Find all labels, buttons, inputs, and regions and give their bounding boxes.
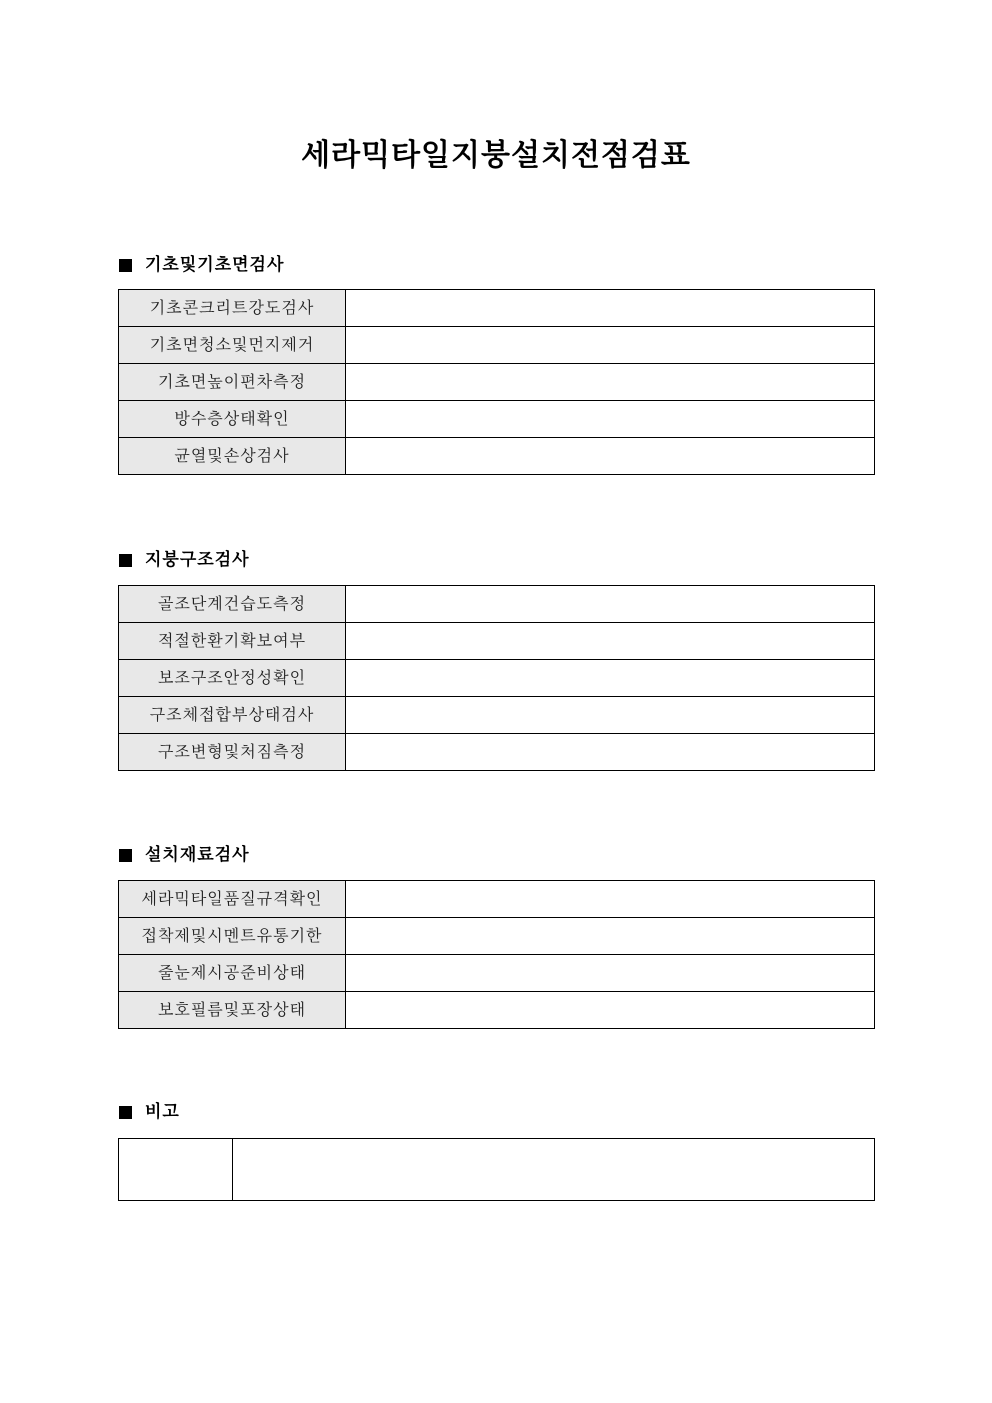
table-row: [119, 992, 875, 1029]
row-label: 보조구조안정성확인: [119, 660, 346, 697]
row-label: 구조변형및처짐측정: [119, 734, 346, 771]
section-heading-roof-structure: [119, 548, 250, 572]
row-label: 기초면청소및먼지제거: [119, 327, 346, 364]
row-value-input[interactable]: [346, 290, 875, 327]
remarks-label-cell: [119, 1139, 233, 1201]
square-bullet-icon: [119, 259, 132, 272]
table-row: [119, 1139, 875, 1201]
section-heading-label: 지붕구조검사: [145, 550, 250, 570]
materials-checklist-table: [118, 880, 875, 1029]
row-value-input[interactable]: [346, 955, 875, 992]
remarks-table: [118, 1138, 875, 1201]
row-label: 균열및손상검사: [119, 438, 346, 475]
row-value-input[interactable]: [346, 438, 875, 475]
square-bullet-icon: [119, 849, 132, 862]
row-label: 골조단계건습도측정: [119, 586, 346, 623]
section-heading-label: 비고: [145, 1102, 180, 1122]
row-value-input[interactable]: [346, 734, 875, 771]
row-value-input[interactable]: [346, 364, 875, 401]
row-label: 세라믹타일품질규격확인: [119, 881, 346, 918]
foundation-checklist-table: [118, 289, 875, 475]
section-heading-label: 설치재료검사: [145, 845, 250, 865]
section-heading-materials: [119, 843, 250, 867]
row-value-input[interactable]: [346, 992, 875, 1029]
table-row: [119, 438, 875, 475]
row-label: 적절한환기확보여부: [119, 623, 346, 660]
section-heading-remarks: [119, 1100, 180, 1124]
row-value-input[interactable]: [346, 623, 875, 660]
table-row: [119, 881, 875, 918]
page-title: 세라믹타일지붕설치전점검표: [301, 138, 691, 173]
row-label: 보호필름및포장상태: [119, 992, 346, 1029]
table-row: [119, 697, 875, 734]
row-value-input[interactable]: [346, 586, 875, 623]
square-bullet-icon: [119, 1106, 132, 1119]
row-value-input[interactable]: [346, 881, 875, 918]
roof-structure-checklist-table: [118, 585, 875, 771]
table-row: [119, 734, 875, 771]
row-value-input[interactable]: [346, 660, 875, 697]
table-row: [119, 290, 875, 327]
table-row: [119, 623, 875, 660]
table-row: [119, 364, 875, 401]
table-row: [119, 955, 875, 992]
table-row: [119, 327, 875, 364]
row-label: 접착제및시멘트유통기한: [119, 918, 346, 955]
row-label: 줄눈제시공준비상태: [119, 955, 346, 992]
row-value-input[interactable]: [346, 918, 875, 955]
section-heading-label: 기초및기초면검사: [145, 255, 285, 275]
row-value-input[interactable]: [346, 401, 875, 438]
table-row: [119, 918, 875, 955]
row-label: 방수층상태확인: [119, 401, 346, 438]
table-row: [119, 586, 875, 623]
remarks-value-input[interactable]: [233, 1139, 875, 1201]
table-row: [119, 401, 875, 438]
row-value-input[interactable]: [346, 327, 875, 364]
section-heading-foundation: [119, 253, 284, 277]
row-label: 구조체접합부상태검사: [119, 697, 346, 734]
row-value-input[interactable]: [346, 697, 875, 734]
square-bullet-icon: [119, 554, 132, 567]
table-row: [119, 660, 875, 697]
row-label: 기초콘크리트강도검사: [119, 290, 346, 327]
row-label: 기초면높이편차측정: [119, 364, 346, 401]
